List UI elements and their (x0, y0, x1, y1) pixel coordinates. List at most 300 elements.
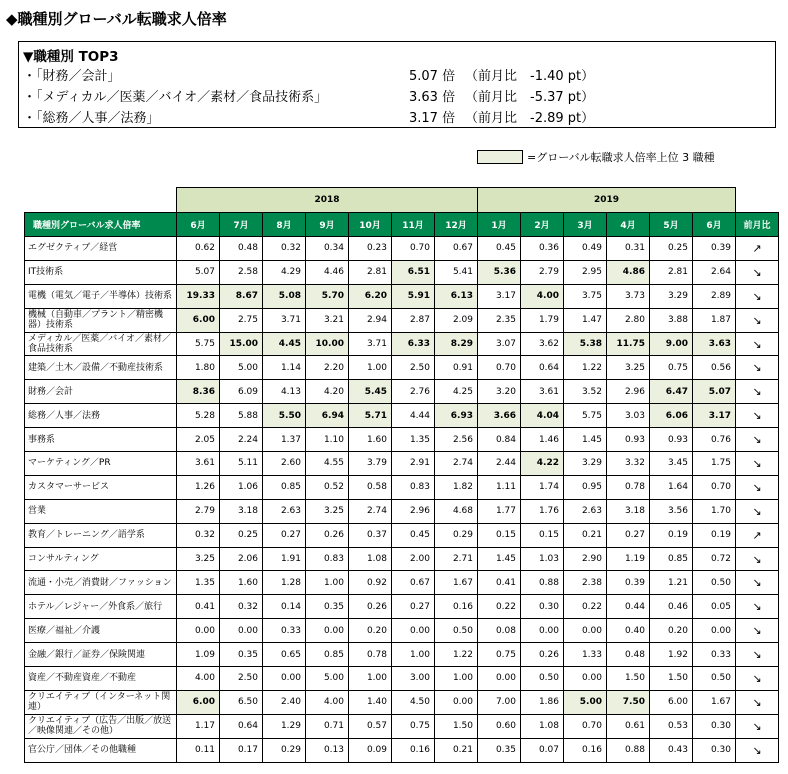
top3-item-name: ・「メディカル／医薬／バイオ／素材／食品技術系」 (23, 90, 328, 105)
ratio-cell: 0.93 (650, 428, 693, 452)
table-row (25, 547, 779, 571)
ratio-cell: 2.06 (220, 547, 263, 571)
ratio-cell: 4.13 (263, 380, 306, 404)
ratio-cell: 11.75 (607, 332, 650, 356)
month-header: 3月 (564, 213, 607, 237)
ratio-cell: 1.45 (478, 547, 521, 571)
ratio-cell: 1.00 (349, 667, 392, 691)
month-header: 5月 (650, 213, 693, 237)
job-name-cell: クリエイティブ（広告／出版／放送／映像関連／その他） (25, 714, 177, 738)
ratio-cell: 0.16 (564, 738, 607, 762)
ratio-cell: 2.63 (263, 499, 306, 523)
ratio-cell: 0.44 (607, 595, 650, 619)
ratio-cell: 3.88 (650, 308, 693, 332)
ratio-cell: 0.33 (263, 619, 306, 643)
ratio-cell: 0.93 (607, 428, 650, 452)
ratio-cell: 0.88 (521, 571, 564, 595)
ratio-cell: 0.53 (650, 714, 693, 738)
ratio-cell: 9.00 (650, 332, 693, 356)
ratio-cell: 0.70 (693, 475, 736, 499)
ratio-cell: 0.36 (521, 237, 564, 261)
ratio-cell: 1.00 (306, 571, 349, 595)
ratio-cell: 1.03 (521, 547, 564, 571)
job-name-cell: 総務／人事／法務 (25, 404, 177, 428)
ratio-cell: 0.19 (693, 523, 736, 547)
top3-item-change: （前月比 -2.89 pt） (465, 111, 595, 126)
ratio-cell: 0.48 (220, 237, 263, 261)
ratio-cell: 10.00 (306, 332, 349, 356)
ratio-cell: 3.18 (220, 499, 263, 523)
ratio-cell: 3.61 (177, 452, 220, 476)
ratio-cell: 1.10 (306, 428, 349, 452)
year-spacer (736, 188, 779, 213)
trend-down-icon: ↘ (736, 404, 779, 428)
ratio-cell: 0.32 (177, 523, 220, 547)
table-row (25, 380, 779, 404)
ratio-cell: 0.21 (435, 738, 478, 762)
ratio-cell: 5.75 (564, 404, 607, 428)
ratio-cell: 5.45 (349, 380, 392, 404)
ratio-cell: 2.64 (693, 260, 736, 284)
month-header: 11月 (392, 213, 435, 237)
ratio-cell: 2.74 (435, 452, 478, 476)
ratio-cell: 3.66 (478, 404, 521, 428)
ratio-cell: 0.70 (478, 356, 521, 380)
ratio-cell: 4.00 (306, 690, 349, 714)
ratio-cell: 0.00 (521, 619, 564, 643)
ratio-cell: 0.35 (478, 738, 521, 762)
ratio-cell: 2.96 (607, 380, 650, 404)
ratio-cell: 5.28 (177, 404, 220, 428)
ratio-cell: 0.67 (435, 237, 478, 261)
ratio-cell: 0.23 (349, 237, 392, 261)
table-row (25, 428, 779, 452)
ratio-cell: 6.33 (392, 332, 435, 356)
ratio-cell: 7.50 (607, 690, 650, 714)
ratio-cell: 2.91 (392, 452, 435, 476)
job-name-cell: コンサルティング (25, 547, 177, 571)
ratio-cell: 3.03 (607, 404, 650, 428)
ratio-cell: 0.50 (693, 571, 736, 595)
ratio-cell: 6.20 (349, 284, 392, 308)
ratio-cell: 0.75 (650, 356, 693, 380)
ratio-cell: 1.28 (263, 571, 306, 595)
ratio-cell: 5.38 (564, 332, 607, 356)
ratio-cell: 3.00 (392, 667, 435, 691)
ratio-cell: 0.26 (349, 595, 392, 619)
ratio-cell: 0.91 (435, 356, 478, 380)
ratio-cell: 0.00 (220, 619, 263, 643)
ratio-cell: 1.91 (263, 547, 306, 571)
ratio-cell: 15.00 (220, 332, 263, 356)
ratio-cell: 0.56 (693, 356, 736, 380)
ratio-cell: 4.50 (392, 690, 435, 714)
job-name-cell: 機械（自動車／プラント／精密機器）技術系 (25, 308, 177, 332)
ratio-cell: 6.94 (306, 404, 349, 428)
ratio-cell: 2.50 (392, 356, 435, 380)
job-name-cell: エグゼクティブ／経営 (25, 237, 177, 261)
trend-down-icon: ↘ (736, 452, 779, 476)
ratio-cell: 4.00 (177, 667, 220, 691)
ratio-cell: 0.22 (564, 595, 607, 619)
ratio-cell: 0.29 (263, 738, 306, 762)
ratio-cell: 0.85 (306, 643, 349, 667)
ratio-cell: 0.16 (435, 595, 478, 619)
ratio-cell: 0.25 (650, 237, 693, 261)
ratio-cell: 2.71 (435, 547, 478, 571)
ratio-cell: 0.20 (349, 619, 392, 643)
job-name-cell: 官公庁／団体／その他職種 (25, 738, 177, 762)
ratio-cell: 0.39 (607, 571, 650, 595)
ratio-cell: 4.55 (306, 452, 349, 476)
ratio-cell: 6.00 (177, 308, 220, 332)
ratio-cell: 5.07 (177, 260, 220, 284)
ratio-cell: 0.64 (220, 714, 263, 738)
month-header: 2月 (521, 213, 564, 237)
ratio-cell: 1.11 (478, 475, 521, 499)
ratio-cell: 0.27 (392, 595, 435, 619)
ratio-cell: 0.15 (521, 523, 564, 547)
ratio-cell: 0.30 (693, 714, 736, 738)
ratio-cell: 3.29 (650, 284, 693, 308)
ratio-cell: 0.60 (478, 714, 521, 738)
ratio-cell: 1.60 (349, 428, 392, 452)
month-header: 6月 (693, 213, 736, 237)
table-row (25, 643, 779, 667)
ratio-cell: 0.58 (349, 475, 392, 499)
ratio-cell: 2.74 (349, 499, 392, 523)
ratio-cell: 0.09 (349, 738, 392, 762)
ratio-cell: 5.36 (478, 260, 521, 284)
ratio-cell: 0.72 (693, 547, 736, 571)
ratio-cell: 6.06 (650, 404, 693, 428)
trend-down-icon: ↘ (736, 547, 779, 571)
ratio-cell: 1.50 (650, 667, 693, 691)
ratio-cell: 3.17 (478, 284, 521, 308)
top3-item-value: 5.07 倍 (409, 69, 456, 84)
ratio-cell: 1.33 (564, 643, 607, 667)
job-name-cell: ホテル／レジャー／外食系／旅行 (25, 595, 177, 619)
ratio-cell: 0.45 (392, 523, 435, 547)
ratio-cell: 1.00 (435, 667, 478, 691)
ratio-cell: 0.00 (564, 667, 607, 691)
ratio-cell: 1.00 (392, 643, 435, 667)
legend-label: =グローバル転職求人倍率上位 3 職種 (527, 151, 715, 164)
ratio-cell: 0.78 (349, 643, 392, 667)
ratio-cell: 0.50 (521, 667, 564, 691)
ratio-cell: 0.33 (693, 643, 736, 667)
ratio-cell: 0.00 (263, 667, 306, 691)
ratio-cell: 0.00 (478, 667, 521, 691)
ratio-cell: 2.81 (349, 260, 392, 284)
ratio-cell: 8.67 (220, 284, 263, 308)
ratio-cell: 0.14 (263, 595, 306, 619)
ratio-cell: 2.20 (306, 356, 349, 380)
ratio-cell: 0.41 (177, 595, 220, 619)
ratio-cell: 1.29 (263, 714, 306, 738)
ratio-cell: 2.96 (392, 499, 435, 523)
ratio-cell: 2.60 (263, 452, 306, 476)
ratio-cell: 2.81 (650, 260, 693, 284)
ratio-cell: 0.43 (650, 738, 693, 762)
ratio-cell: 1.86 (521, 690, 564, 714)
ratio-cell: 0.34 (306, 237, 349, 261)
ratio-cell: 1.50 (435, 714, 478, 738)
ratio-cell: 4.44 (392, 404, 435, 428)
ratio-cell: 1.35 (177, 571, 220, 595)
ratio-cell: 1.70 (693, 499, 736, 523)
top3-item-value: 3.63 倍 (409, 90, 456, 105)
ratio-cell: 1.40 (349, 690, 392, 714)
ratio-cell: 1.37 (263, 428, 306, 452)
ratio-cell: 0.45 (478, 237, 521, 261)
ratio-cell: 5.08 (263, 284, 306, 308)
trend-down-icon: ↘ (736, 356, 779, 380)
job-name-cell: カスタマーサービス (25, 475, 177, 499)
trend-down-icon: ↘ (736, 260, 779, 284)
ratio-cell: 0.50 (693, 667, 736, 691)
ratio-cell: 0.32 (263, 237, 306, 261)
ratio-cell: 0.40 (607, 619, 650, 643)
table-row (25, 571, 779, 595)
top3-item-change: （前月比 -1.40 pt） (465, 69, 595, 84)
ratio-cell: 0.83 (392, 475, 435, 499)
ratio-cell: 0.30 (693, 738, 736, 762)
ratio-cell: 0.26 (306, 523, 349, 547)
ratio-cell: 0.85 (263, 475, 306, 499)
ratio-cell: 4.22 (521, 452, 564, 476)
month-header: 1月 (478, 213, 521, 237)
ratio-cell: 0.13 (306, 738, 349, 762)
ratio-cell: 1.26 (177, 475, 220, 499)
table-row (25, 690, 779, 714)
ratio-cell: 3.17 (693, 404, 736, 428)
ratio-cell: 1.00 (349, 356, 392, 380)
ratio-cell: 3.18 (607, 499, 650, 523)
ratio-cell: 3.45 (650, 452, 693, 476)
ratio-cell: 1.21 (650, 571, 693, 595)
trend-down-icon: ↘ (736, 332, 779, 356)
ratio-cell: 7.00 (478, 690, 521, 714)
ratio-cell: 6.50 (220, 690, 263, 714)
ratio-cell: 0.22 (478, 595, 521, 619)
table-row (25, 667, 779, 691)
ratio-cell: 4.29 (263, 260, 306, 284)
ratio-cell: 2.89 (693, 284, 736, 308)
ratio-cell: 1.75 (693, 452, 736, 476)
page-title: ◆職種別グローバル転職求人倍率 (6, 10, 227, 28)
table-row (25, 619, 779, 643)
month-header: 8月 (263, 213, 306, 237)
ratio-cell: 0.19 (650, 523, 693, 547)
trend-down-icon: ↘ (736, 308, 779, 332)
ratio-cell: 0.76 (693, 428, 736, 452)
table-row (25, 260, 779, 284)
job-name-cell: 電機（電気／電子／半導体）技術系 (25, 284, 177, 308)
ratio-cell: 0.00 (392, 619, 435, 643)
ratio-cell: 3.21 (306, 308, 349, 332)
ratio-cell: 3.62 (521, 332, 564, 356)
ratio-cell: 1.09 (177, 643, 220, 667)
ratio-cell: 5.11 (220, 452, 263, 476)
ratio-cell: 3.20 (478, 380, 521, 404)
trend-down-icon: ↘ (736, 595, 779, 619)
ratio-cell: 0.78 (607, 475, 650, 499)
ratio-cell: 0.52 (306, 475, 349, 499)
ratio-cell: 2.38 (564, 571, 607, 595)
year-spacer (25, 188, 177, 213)
trend-down-icon: ↘ (736, 499, 779, 523)
ratio-cell: 6.09 (220, 380, 263, 404)
ratio-cell: 0.08 (478, 619, 521, 643)
job-name-cell: 医療／福祉／介護 (25, 619, 177, 643)
ratio-cell: 5.91 (392, 284, 435, 308)
trend-down-icon: ↘ (736, 643, 779, 667)
ratio-cell: 1.08 (349, 547, 392, 571)
job-name-cell: 財務／会計 (25, 380, 177, 404)
ratio-cell: 1.80 (177, 356, 220, 380)
ratio-cell: 3.25 (177, 547, 220, 571)
ratio-cell: 3.25 (306, 499, 349, 523)
ratio-cell: 1.67 (693, 690, 736, 714)
ratio-cell: 3.32 (607, 452, 650, 476)
ratio-cell: 0.32 (220, 595, 263, 619)
ratio-cell: 0.83 (306, 547, 349, 571)
ratio-cell: 0.20 (650, 619, 693, 643)
ratio-cell: 1.92 (650, 643, 693, 667)
ratio-cell: 1.87 (693, 308, 736, 332)
ratio-cell: 5.70 (306, 284, 349, 308)
ratio-cell: 8.36 (177, 380, 220, 404)
ratio-cell: 0.85 (650, 547, 693, 571)
ratio-cell: 6.00 (177, 690, 220, 714)
ratio-cell: 5.88 (220, 404, 263, 428)
top3-item-name: ・「財務／会計」 (23, 69, 121, 84)
top3-heading: ▼職種別 TOP3 (23, 49, 119, 65)
ratio-cell: 1.82 (435, 475, 478, 499)
ratio-cell: 0.61 (607, 714, 650, 738)
ratio-cell: 1.35 (392, 428, 435, 452)
ratio-cell: 1.46 (521, 428, 564, 452)
ratio-cell: 3.25 (607, 356, 650, 380)
ratio-cell: 0.15 (478, 523, 521, 547)
ratio-cell: 0.57 (349, 714, 392, 738)
trend-up-icon: ↗ (736, 237, 779, 261)
ratio-cell: 0.21 (564, 523, 607, 547)
job-name-cell: 流通・小売／消費財／ファッション (25, 571, 177, 595)
ratio-cell: 0.30 (521, 595, 564, 619)
ratio-cell: 4.46 (306, 260, 349, 284)
ratio-cell: 0.00 (693, 619, 736, 643)
ratio-cell: 4.04 (521, 404, 564, 428)
ratio-cell: 1.14 (263, 356, 306, 380)
table-row (25, 595, 779, 619)
ratio-cell: 2.94 (349, 308, 392, 332)
ratio-cell: 2.00 (392, 547, 435, 571)
ratio-cell: 1.45 (564, 428, 607, 452)
month-header: 4月 (607, 213, 650, 237)
trend-down-icon: ↘ (736, 380, 779, 404)
ratio-cell: 2.44 (478, 452, 521, 476)
month-header: 7月 (220, 213, 263, 237)
table-row (25, 452, 779, 476)
ratio-cell: 2.75 (220, 308, 263, 332)
ratio-cell: 1.67 (435, 571, 478, 595)
ratio-cell: 5.41 (435, 260, 478, 284)
ratio-cell: 0.49 (564, 237, 607, 261)
table-row (25, 308, 779, 332)
ratio-cell: 2.58 (220, 260, 263, 284)
ratio-cell: 2.76 (392, 380, 435, 404)
ratio-cell: 6.51 (392, 260, 435, 284)
job-name-cell: 営業 (25, 499, 177, 523)
ratio-cell: 0.00 (564, 619, 607, 643)
trend-down-icon: ↘ (736, 428, 779, 452)
year-2019: 2019 (478, 188, 736, 213)
top3-item-value: 3.17 倍 (409, 111, 456, 126)
trend-down-icon: ↘ (736, 619, 779, 643)
ratio-cell: 5.75 (177, 332, 220, 356)
trend-down-icon: ↘ (736, 571, 779, 595)
ratio-cell: 0.35 (220, 643, 263, 667)
ratio-cell: 4.00 (521, 284, 564, 308)
table-row (25, 332, 779, 356)
ratio-cell: 5.00 (220, 356, 263, 380)
table-row (25, 738, 779, 762)
ratio-cell: 6.00 (650, 690, 693, 714)
ratio-cell: 0.95 (564, 475, 607, 499)
ratio-cell: 4.25 (435, 380, 478, 404)
ratio-cell: 2.79 (177, 499, 220, 523)
ratio-cell: 1.47 (564, 308, 607, 332)
ratio-cell: 3.56 (650, 499, 693, 523)
ratio-cell: 0.11 (177, 738, 220, 762)
job-name-cell: 金融／銀行／証券／保険関連 (25, 643, 177, 667)
job-name-cell: クリエイティブ（インターネット関連） (25, 690, 177, 714)
ratio-cell: 0.16 (392, 738, 435, 762)
ratio-cell: 0.07 (521, 738, 564, 762)
ratio-cell: 8.29 (435, 332, 478, 356)
job-name-cell: 資産／不動産資産／不動産 (25, 667, 177, 691)
ratio-cell: 0.48 (607, 643, 650, 667)
ratio-cell: 5.00 (306, 667, 349, 691)
ratio-cell: 0.37 (349, 523, 392, 547)
table-row (25, 499, 779, 523)
ratio-cell: 0.39 (693, 237, 736, 261)
ratio-cell: 1.06 (220, 475, 263, 499)
ratio-cell: 1.08 (521, 714, 564, 738)
ratio-cell: 0.70 (392, 237, 435, 261)
month-header: 10月 (349, 213, 392, 237)
year-2018: 2018 (177, 188, 478, 213)
ratio-cell: 1.50 (607, 667, 650, 691)
ratio-cell: 1.60 (220, 571, 263, 595)
ratio-cell: 0.27 (607, 523, 650, 547)
table-row (25, 714, 779, 738)
ratio-cell: 0.17 (220, 738, 263, 762)
ratio-cell: 2.50 (220, 667, 263, 691)
ratio-cell: 2.63 (564, 499, 607, 523)
table-row (25, 237, 779, 261)
ratio-cell: 0.25 (220, 523, 263, 547)
ratio-cell: 0.75 (478, 643, 521, 667)
ratio-cell: 3.71 (349, 332, 392, 356)
ratio-cell: 2.79 (521, 260, 564, 284)
job-name-cell: マーケティング／PR (25, 452, 177, 476)
ratio-cell: 5.71 (349, 404, 392, 428)
ratio-cell: 3.73 (607, 284, 650, 308)
ratio-cell: 2.56 (435, 428, 478, 452)
